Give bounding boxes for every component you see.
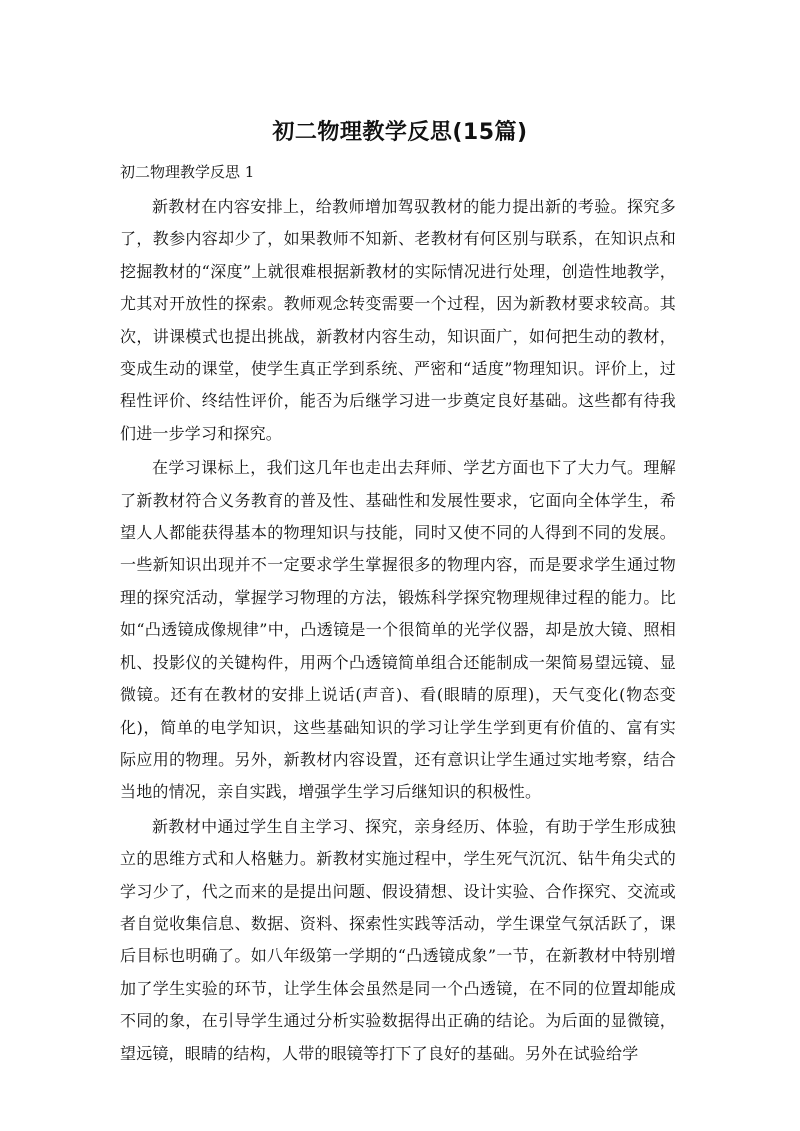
document-body (120, 191, 676, 1072)
section-heading: 初二物理教学反思 1 (120, 163, 255, 181)
paragraph-1: 新教材在内容安排上，给教师增加驾驭教材的能力提出新的考验。探究多了，教参内容却少了，如果教师不知新、老教材有何区别与联系，在知识点和挖掘教材的“深度”上就很难根据新教材的实际情况进行处理，创造性地教学，尤其对开放性的探索。教师观念转变需要一个过程，因为新教材要求较高。其次，讲课模式也提出挑战，新教材内容生动，知识面广，如何把生动的教材，变成生动的课堂，使学生真正学到系统、严密和“适度”物理知识。评价上，过程性评价、终结性评价，能否为后继学习进一步奠定良好基础。这些都有待我们进一步学习和探究。 (120, 197, 676, 443)
document-title: 初二物理教学反思(15篇) (272, 120, 528, 145)
paragraph-2: 在学习课标上，我们这几年也走出去拜师、学艺方面也下了大力气。理解了新教材符合义务教育的普及性、基础性和发展性要求，它面向全体学生，希望人人都能获得基本的物理知识与技能，同时又使不同的人得到不同的发展。一些新知识出现并不一定要求学生掌握很多的物理内容，而是要求学生通过物理的探究活动，掌握学习物理的方法，锻炼科学探究物理规律过程的能力。比如“凸透镜成像规律”中，凸透镜是一个很简单的光学仪器，却是放大镜、照相机、投影仪的关键构件，用两个凸透镜简单组合还能制成一架简易望远镜、显微镜。还有在教材的安排上说话(声音)、看(眼睛的原理)，天气变化(物态变化)，简单的电学知识，这些基础知识的学习让学生学到更有价值的、富有实际应用的物理。另外，新教材内容设置，还有意识让学生通过实地考察，结合当地的情况，亲自实践，增强学生学习后继知识的积极性。 (120, 458, 676, 802)
paragraph-3: 新教材中通过学生自主学习、探究，亲身经历、体验，有助于学生形成独立的思维方式和人格魅力。新教材实施过程中，学生死气沉沉、钻牛角尖式的学习少了，代之而来的是提出问题、假设猜想、设计实验、合作探究、交流或者自觉收集信息、数据、资料、探索性实践等活动，学生课堂气氛活跃了，课后目标也明确了。如八年级第一学期的“凸透镜成象”一节，在新教材中特别增加了学生实验的环节，让学生体会虽然是同一个凸透镜，在不同的位置却能成不同的象，在引导学生通过分析实验数据得出正确的结论。为后面的显微镜，望远镜，眼睛的结构，人带的眼镜等打下了良好的基础。另外在试验给学 (120, 816, 676, 1063)
